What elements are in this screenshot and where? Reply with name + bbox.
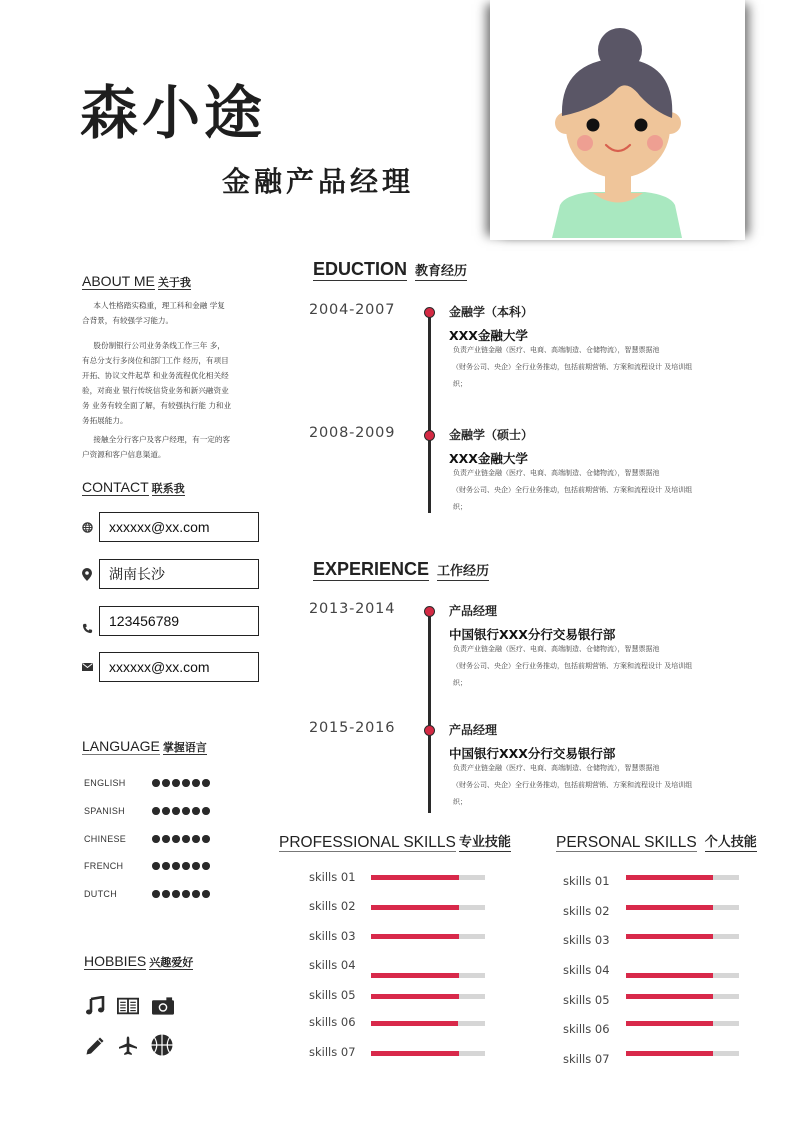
language-heading-en: LANGUAGE: [82, 738, 160, 754]
skill-bar-fill: [371, 994, 459, 999]
experience-description-line: 织；: [453, 798, 467, 806]
globe-icon: [80, 520, 94, 534]
skill-bar-track: [371, 905, 485, 910]
education-description-line: （财务公司、央企）全行业务推动，包括前期营销、方案和流程设计 及培训组: [452, 363, 693, 371]
contact-mail-row: [80, 652, 259, 682]
education-heading: [313, 260, 467, 281]
experience-description-line: 负责产业链金融（医疗、电商、高端制造、仓储物流），智慧票据池: [453, 645, 660, 653]
language-level-dot: [172, 807, 180, 815]
language-level-dot: [152, 890, 160, 898]
language-level-dot: [152, 835, 160, 843]
contact-email-row: [80, 512, 259, 542]
contact-email-field[interactable]: xxxxxx@xx.com: [99, 512, 259, 542]
language-name: ENGLISH: [84, 778, 126, 788]
contact-location-field[interactable]: 湖南长沙: [99, 559, 259, 589]
language-level-dot: [162, 862, 170, 870]
language-heading-zh: 掌握语言: [162, 741, 207, 755]
map-pin-icon: [80, 567, 94, 581]
language-row: [84, 889, 210, 899]
language-level-dot: [172, 890, 180, 898]
skill-bar-track: [371, 994, 485, 999]
experience-heading-zh: 工作经历: [437, 564, 490, 580]
language-level-dot: [192, 862, 200, 870]
contact-phone-field[interactable]: 123456789: [99, 606, 259, 636]
language-heading: [82, 739, 207, 755]
education-subtitle: XXX金融大学: [449, 328, 528, 343]
hobbies-heading-en: HOBBIES: [84, 953, 147, 969]
skill-label: skills 06: [309, 1015, 356, 1029]
contact-heading-zh: 联系我: [151, 482, 185, 496]
skill-bar-track: [626, 973, 739, 978]
about-heading: [82, 274, 191, 290]
language-level-dot: [172, 779, 180, 787]
skill-bar-fill: [626, 905, 713, 910]
contact-phone-row: [80, 606, 259, 636]
contact-heading: [82, 480, 185, 496]
education-description-line: （财务公司、央企）全行业务推动，包括前期营销、方案和流程设计 及培训组: [452, 486, 693, 494]
skill-bar-fill: [626, 875, 713, 880]
candidate-name: 森小途: [80, 79, 267, 147]
language-level-dot: [202, 807, 210, 815]
skill-label: skills 05: [563, 993, 610, 1007]
language-level-dot: [152, 807, 160, 815]
envelope-icon: [80, 660, 94, 674]
skill-label: skills 04: [309, 958, 356, 972]
skill-bar-track: [371, 875, 485, 880]
language-level-dot: [202, 862, 210, 870]
language-level-dots: [152, 807, 210, 815]
profile-photo: [490, 0, 745, 240]
contact-location-row: [80, 559, 259, 589]
skill-bar-fill: [371, 934, 459, 939]
language-level-dot: [192, 890, 200, 898]
education-title: 金融学（本科）: [449, 305, 534, 319]
skill-label: skills 06: [563, 1022, 610, 1036]
pencil-icon: [84, 1035, 106, 1057]
experience-timeline-line: [428, 610, 431, 813]
language-level-dot: [172, 862, 180, 870]
education-description-line: 负责产业链金融（医疗、电商、高端制造、仓储物流），智慧票据池: [453, 346, 660, 354]
education-title: 金融学（硕士）: [449, 428, 534, 442]
skill-bar-track: [626, 1021, 739, 1026]
language-row: [84, 861, 210, 871]
language-level-dot: [182, 890, 190, 898]
basketball-icon: [151, 1034, 173, 1056]
skill-bar-track: [371, 973, 485, 978]
language-level-dot: [152, 862, 160, 870]
language-level-dots: [152, 890, 210, 898]
language-level-dot: [172, 835, 180, 843]
professional-skills-heading-zh: 专业技能: [458, 835, 511, 851]
language-row: [84, 834, 210, 844]
language-level-dot: [182, 835, 190, 843]
education-heading-en: EDUCTION: [313, 259, 407, 279]
skill-bar-fill: [626, 973, 713, 978]
skill-bar-fill: [626, 1021, 713, 1026]
language-level-dot: [152, 779, 160, 787]
timeline-dot: [424, 606, 435, 617]
language-level-dot: [162, 890, 170, 898]
skill-label: skills 04: [563, 963, 610, 977]
personal-skills-heading: [556, 834, 757, 852]
education-years: 2004-2007: [309, 302, 396, 318]
language-level-dot: [182, 779, 190, 787]
skill-bar-track: [371, 1051, 485, 1056]
skill-label: skills 02: [563, 904, 610, 918]
language-level-dot: [162, 779, 170, 787]
language-name: FRENCH: [84, 861, 124, 871]
skill-bar-track: [626, 934, 739, 939]
experience-description-line: （财务公司、央企）全行业务推动，包括前期营销、方案和流程设计 及培训组: [452, 662, 693, 670]
about-paragraph-3: 接触全分行客户及客户经理，有一定的客户资源和客户信息渠道。: [82, 435, 231, 459]
experience-description-line: 负责产业链金融（医疗、电商、高端制造、仓储物流），智慧票据池: [453, 764, 660, 772]
camera-icon: [152, 995, 174, 1017]
education-subtitle: XXX金融大学: [449, 451, 528, 466]
education-years: 2008-2009: [309, 425, 396, 441]
language-name: CHINESE: [84, 834, 127, 844]
timeline-dot: [424, 430, 435, 441]
language-level-dot: [162, 807, 170, 815]
language-level-dot: [162, 835, 170, 843]
skill-bar-fill: [626, 934, 713, 939]
skill-label: skills 07: [563, 1052, 610, 1066]
experience-description-line: 织；: [453, 679, 467, 687]
professional-skills-heading: [279, 834, 511, 852]
job-title: 金融产品经理: [222, 165, 415, 198]
skill-bar-track: [626, 994, 739, 999]
timeline-dot: [424, 725, 435, 736]
education-description-line: 负责产业链金融（医疗、电商、高端制造、仓储物流），智慧票据池: [453, 469, 660, 477]
airplane-icon: [117, 1035, 139, 1057]
skill-label: skills 03: [563, 933, 610, 947]
skill-bar-track: [371, 934, 485, 939]
skill-bar-fill: [626, 1051, 713, 1056]
language-name: DUTCH: [84, 889, 117, 899]
language-level-dot: [202, 779, 210, 787]
language-name: SPANISH: [84, 806, 125, 816]
experience-years: 2015-2016: [309, 720, 396, 736]
language-level-dots: [152, 779, 210, 787]
language-row: [84, 806, 210, 816]
contact-heading-en: CONTACT: [82, 479, 149, 495]
skill-label: skills 01: [563, 874, 610, 888]
education-description-line: 织；: [453, 380, 467, 388]
phone-icon: [80, 621, 94, 635]
experience-title: 产品经理: [449, 604, 498, 618]
skill-bar-fill: [371, 905, 459, 910]
skill-bar-fill: [371, 875, 459, 880]
avatar-illustration: [490, 0, 745, 240]
skill-bar-track: [371, 1021, 485, 1026]
experience-description-line: （财务公司、央企）全行业务推动，包括前期营销、方案和流程设计 及培训组: [452, 781, 693, 789]
about-heading-en: ABOUT ME: [82, 273, 155, 289]
experience-subtitle: 中国银行XXX分行交易银行部: [449, 627, 616, 642]
hobbies-heading-zh: 兴趣爱好: [149, 956, 194, 970]
experience-heading: [313, 560, 489, 581]
skill-bar-fill: [626, 994, 713, 999]
education-timeline-line: [428, 311, 431, 513]
education-description-line: 织；: [453, 503, 467, 511]
skill-bar-fill: [371, 1021, 458, 1026]
skill-bar-fill: [371, 1051, 459, 1056]
language-level-dot: [182, 807, 190, 815]
skill-label: skills 07: [309, 1045, 356, 1059]
skill-label: skills 03: [309, 929, 356, 943]
skill-bar-track: [626, 905, 739, 910]
language-level-dot: [202, 890, 210, 898]
experience-years: 2013-2014: [309, 601, 396, 617]
language-level-dot: [182, 862, 190, 870]
about-heading-zh: 关于我: [157, 276, 191, 290]
about-paragraph-1: 本人性格踏实稳重，理工科和金融 学复合背景，有较强学习能力。: [82, 301, 225, 325]
professional-skills-heading-en: PROFESSIONAL SKILLS: [279, 834, 456, 851]
skill-bar-track: [626, 1051, 739, 1056]
skill-label: skills 01: [309, 870, 356, 884]
skill-label: skills 05: [309, 988, 356, 1002]
book-icon: [117, 995, 139, 1017]
education-heading-zh: 教育经历: [415, 264, 468, 280]
experience-title: 产品经理: [449, 723, 498, 737]
experience-heading-en: EXPERIENCE: [313, 559, 430, 579]
experience-subtitle: 中国银行XXX分行交易银行部: [449, 746, 616, 761]
personal-skills-heading-zh: 个人技能: [704, 835, 757, 851]
skill-bar-track: [626, 875, 739, 880]
hobbies-heading: [84, 954, 193, 970]
language-level-dot: [192, 835, 200, 843]
music-icon: [84, 995, 106, 1017]
skill-label: skills 02: [309, 899, 356, 913]
language-level-dots: [152, 862, 210, 870]
about-paragraph-2: 股份制银行公司业务条线工作三年 多，有总分支行多岗位和部门工作 经历，有项目开拓、协议文件起草 和业务流程优化相关经验，对商业 银行传统信贷业务和新兴融资业务 业务有较全面了解，有较强执行能 力和业务拓展能力。: [82, 341, 232, 425]
timeline-dot: [424, 307, 435, 318]
skill-bar-fill: [371, 973, 459, 978]
language-level-dot: [192, 779, 200, 787]
language-level-dots: [152, 835, 210, 843]
personal-skills-heading-en: PERSONAL SKILLS: [556, 834, 697, 851]
language-row: [84, 778, 210, 788]
contact-mail-field[interactable]: xxxxxx@xx.com: [99, 652, 259, 682]
language-level-dot: [202, 835, 210, 843]
language-level-dot: [192, 807, 200, 815]
